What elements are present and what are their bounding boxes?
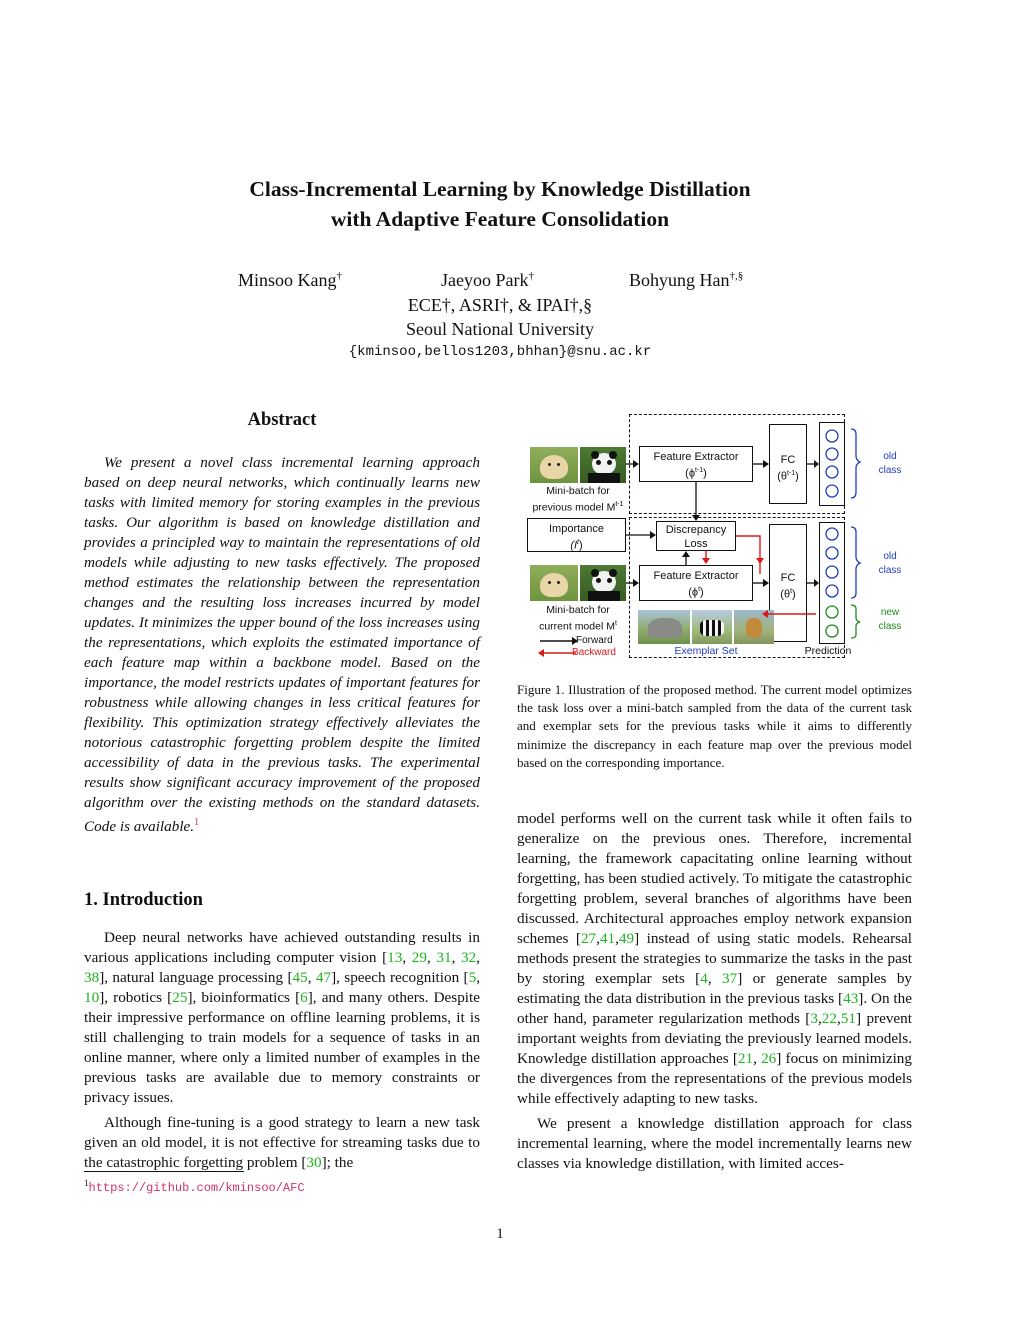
figure-caption: Figure 1. Illustration of the proposed method. The current model optimizes the task loss over a mini-batch sampled from the data of the current task and exemplar sets for the previous tasks while it aims to differently minimize the discrepancy in each feature map over the previous model based on the corresponding importance. <box>517 682 912 770</box>
intro-paragraph-1: Deep neural networks have achieved outstanding results in various applications including computer vision [13, 29, 31, 32, 38], natural language processing [45, 47], speech recognition [5, 10], robotics [25], bioinformatics [6], and many others. Despite their impressive performance on offline learning problems, it is still challenging to train models for a sequence of tasks in an online manner, where only a limited number of examples in the previous tasks are available due to memory constraints or privacy issues. <box>84 929 481 1106</box>
citation[interactable]: 30 <box>306 1154 322 1171</box>
figure-connections <box>520 414 912 662</box>
citation[interactable]: 25 <box>172 989 188 1006</box>
author-emails: {kminsoo,bellos1203,bhhan}@snu.ac.kr <box>348 344 652 360</box>
citation[interactable]: 32 <box>461 949 477 966</box>
affiliation-departments: ECE†, ASRI†, & IPAI†,§ <box>407 295 593 315</box>
abstract-body: We present a novel class incremental learning approach based on deep neural networks, which continually learns new tasks with limited memory for storing examples in the previous tasks. Our algorithm is based on knowledge distillation and provides a principled way to maintain the representations of old models while adjusting to new tasks effectively. The proposed method estimates the relationship between the representation changes and the resulting loss increases incurred by model updates. It minimizes the upper bound of the loss increases using the representations, which exploits the estimated importance of each feature map within a backbone model. Based on the importance, the model restricts updates of important features for robustness while allowing changes in less critical features for flexibility. This optimization strategy effectively alleviates the notorious catastrophic forgetting problem despite the limited accessibility of data in the previous tasks. The experimental results show significant accuracy improvement of the proposed algorithm over the existing methods on the standard datasets. Code is available.$^1$ <box>84 454 480 836</box>
old-class-label-prev: old class <box>878 451 902 476</box>
feature-extractor-prev: Feature Extractor $(\phi^{t-1})$ <box>639 446 753 482</box>
citation[interactable]: 31 <box>436 949 452 966</box>
intro-body <box>84 928 480 1173</box>
citation[interactable]: 51 <box>840 1010 856 1027</box>
footnote: $^1$https://github.com/kminsoo/AFC <box>84 1178 305 1195</box>
citation[interactable]: 38 <box>84 969 100 986</box>
fc-cur: FC $(\theta^t)$ <box>769 524 807 642</box>
minibatch-prev-label: Mini-batch for previous model $M^{t-1}$ <box>532 485 624 514</box>
author-3: Bohyung Han†,§ <box>629 270 744 290</box>
citation[interactable]: 6 <box>300 989 308 1006</box>
code-link[interactable]: https://github.com/kminsoo/AFC <box>88 1181 305 1195</box>
right-column-body <box>517 809 912 1174</box>
citation[interactable]: 10 <box>84 989 100 1006</box>
exemplar-set-label: Exemplar Set <box>674 645 738 657</box>
right-paragraph-1: model performs well on the current task while it often fails to generalize on the previous ones. Therefore, incremental learning, the framework capacitating online learning without forgetting, has been studied actively. To mitigate the catastrophic forgetting problem, several branches of algorithms have been discussed. Architectural approaches employ network expansion schemes [27,41,49] instead of using static models. Rehearsal methods present the strategies to summarize the tasks in the past by storing exemplar sets [4, 37] or generate samples by estimating the data distribution in the previous tasks [43]. On the other hand, parameter regularization methods [3,22,51] prevent important weights from deviating the previously learned models. Knowledge distillation approaches [21, 26] focus on minimizing the divergences from the representations of the previous models while effectively adapting to new tasks. <box>517 810 913 1107</box>
footnote-ref[interactable]: 1 <box>194 817 200 828</box>
affiliation-university: Seoul National University <box>406 319 594 339</box>
intro-heading: 1. Introduction <box>84 890 203 910</box>
citation[interactable]: 26 <box>761 1050 777 1067</box>
citation[interactable]: 37 <box>722 970 738 987</box>
citation[interactable]: 29 <box>411 949 427 966</box>
citation[interactable]: 45 <box>292 969 308 986</box>
prediction-label: Prediction <box>804 645 852 657</box>
fc-prev: FC $(\theta^{t-1})$ <box>769 424 807 504</box>
intro-paragraph-2: Although fine-tuning is a good strategy to learn a new task given an old model, it is not effective for streaming tasks due to the catastrophic forgetting problem [30]; the <box>84 1114 480 1171</box>
importance-box: Importance $(I^t)$ <box>527 518 626 552</box>
citation[interactable]: 3 <box>810 1010 818 1027</box>
citation[interactable]: 49 <box>618 930 635 947</box>
legend-forward: Forward <box>576 635 613 646</box>
right-paragraph-2: We present a knowledge distillation approach for class incremental learning, where the model incrementally learns new classes via knowledge distillation, with limited acces- <box>517 1115 912 1172</box>
discrepancy-loss-box: Discrepancy Loss <box>656 521 736 551</box>
citation[interactable]: 13 <box>387 949 403 966</box>
citation[interactable]: 4 <box>700 970 708 987</box>
citation[interactable]: 27 <box>580 930 597 947</box>
title-line-2: with Adaptive Feature Consolidation <box>330 207 670 231</box>
author-1: Minsoo Kang† <box>238 270 342 290</box>
citation[interactable]: 5 <box>468 969 477 986</box>
citation[interactable]: 47 <box>315 969 332 986</box>
legend-backward: Backward <box>572 647 616 658</box>
footnote-rule <box>84 1171 244 1172</box>
title-line-1: Class-Incremental Learning by Knowledge Distillation <box>249 177 751 201</box>
paper-title <box>0 174 1000 234</box>
citation[interactable]: 22 <box>821 1010 837 1027</box>
author-2: Jaeyoo Park† <box>441 270 534 290</box>
citation[interactable]: 21 <box>737 1050 754 1067</box>
citation[interactable]: 43 <box>843 990 859 1007</box>
feature-extractor-cur: Feature Extractor $(\phi^t)$ <box>639 565 753 601</box>
abstract-heading: Abstract <box>247 410 317 430</box>
minibatch-cur-label: Mini-batch for current model $M^t$ <box>539 604 617 633</box>
citation[interactable]: 41 <box>599 930 616 947</box>
new-class-label: new class <box>878 607 902 632</box>
page-number: 1 <box>496 1226 504 1242</box>
old-class-label-cur: old class <box>878 551 902 576</box>
figure-1 <box>520 414 912 662</box>
